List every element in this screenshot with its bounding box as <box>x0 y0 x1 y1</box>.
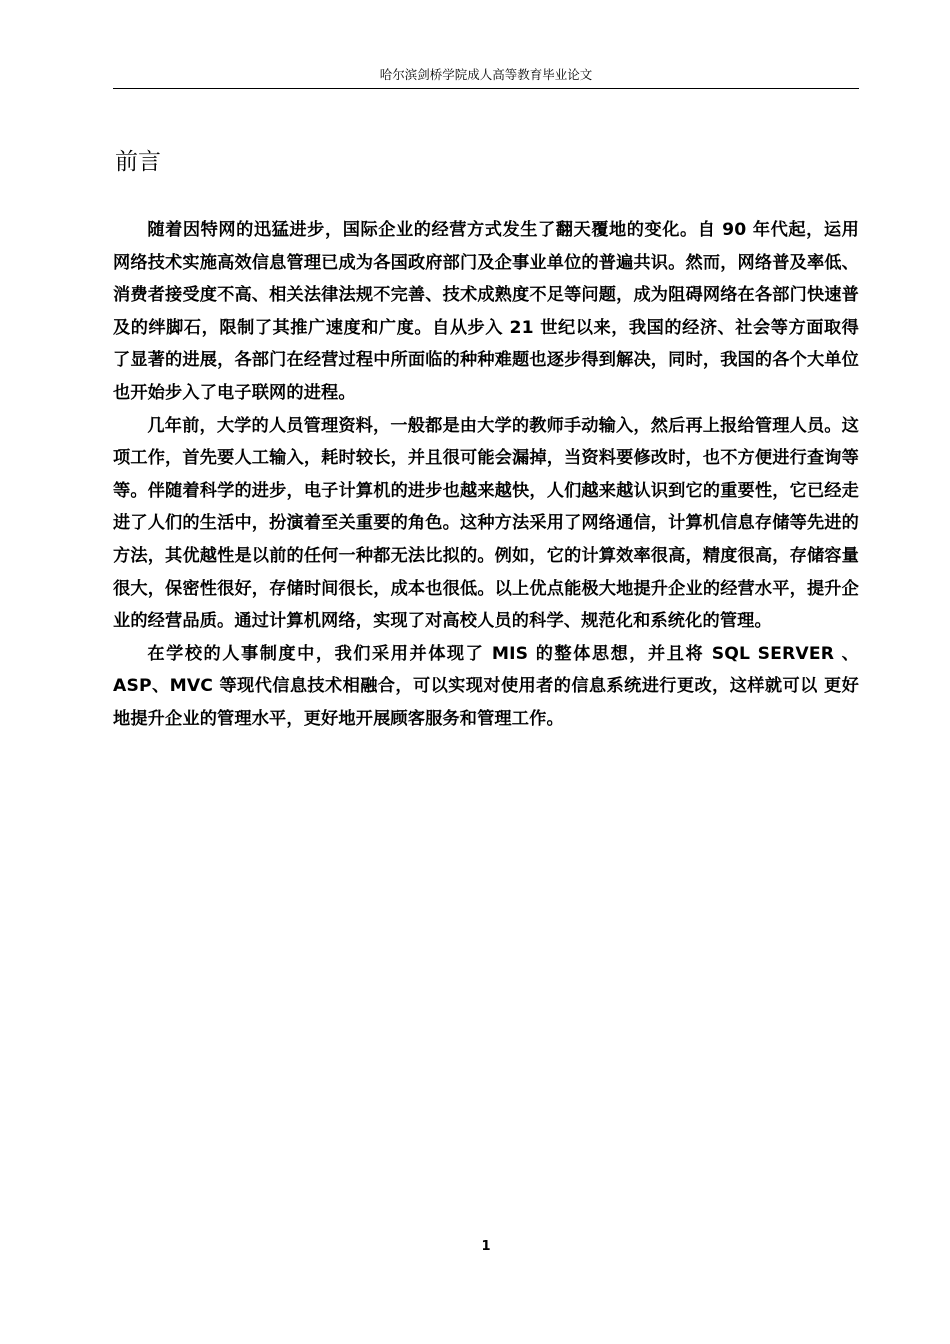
section-title: 前言 <box>115 149 161 175</box>
paragraph-3: 在学校的人事制度中，我们采用并体现了 MIS 的整体思想，并且将 SQL SERVER 、 ASP、MVC 等现代信息技术相融合，可以实现对使用者的信息系统进行更改，这样就可以 更好地提升企业的管理水平，更好地开展顾客服务和管理工作。 <box>113 643 859 729</box>
page-number: 1 <box>481 1239 491 1254</box>
header-rule <box>113 88 859 89</box>
paragraph-1: 随着因特网的迅猛进步，国际企业的经营方式发生了翻天覆地的变化。自 90 年代起，运用网络技术实施高效信息管理已成为各国政府部门及企事业单位的普遍共识。然而，网络普及率低、消费者接受度不高、相关法律法规不完善、技术成熟度不足等问题，成为阻碍网络在各部门快速普及的绊脚石，限制了其推广速度和广度。自从步入 21 世纪以来，我国的经济、社会等方面取得了显著的进展，各部门在经营过程中所面临的种种难题也逐步得到解决，同时，我国的各个大单位也开始步入了电子联网的进程。 <box>113 220 859 403</box>
running-header: 哈尔滨剑桥学院成人高等教育毕业论文 <box>379 67 593 82</box>
body-text <box>113 214 859 736</box>
paragraph-2: 几年前，大学的人员管理资料，一般都是由大学的教师手动输入，然后再上报给管理人员。这项工作，首先要人工输入，耗时较长，并且很可能会漏掉，当资料要修改时，也不方便进行查询等等。伴随着科学的进步，电子计算机的进步也越来越快，人们越来越认识到它的重要性，它已经走进了人们的生活中，扮演着至关重要的角色。这种方法采用了网络通信，计算机信息存储等先进的方法，其优越性是以前的任何一种都无法比拟的。例如，它的计算效率很高，精度很高，存储容量很大，保密性很好，存储时间很长，成本也很低。以上优点能极大地提升企业的经营水平，提升企业的经营品质。通过计算机网络，实现了对高校人员的科学、规范化和系统化的管理。 <box>113 415 859 632</box>
